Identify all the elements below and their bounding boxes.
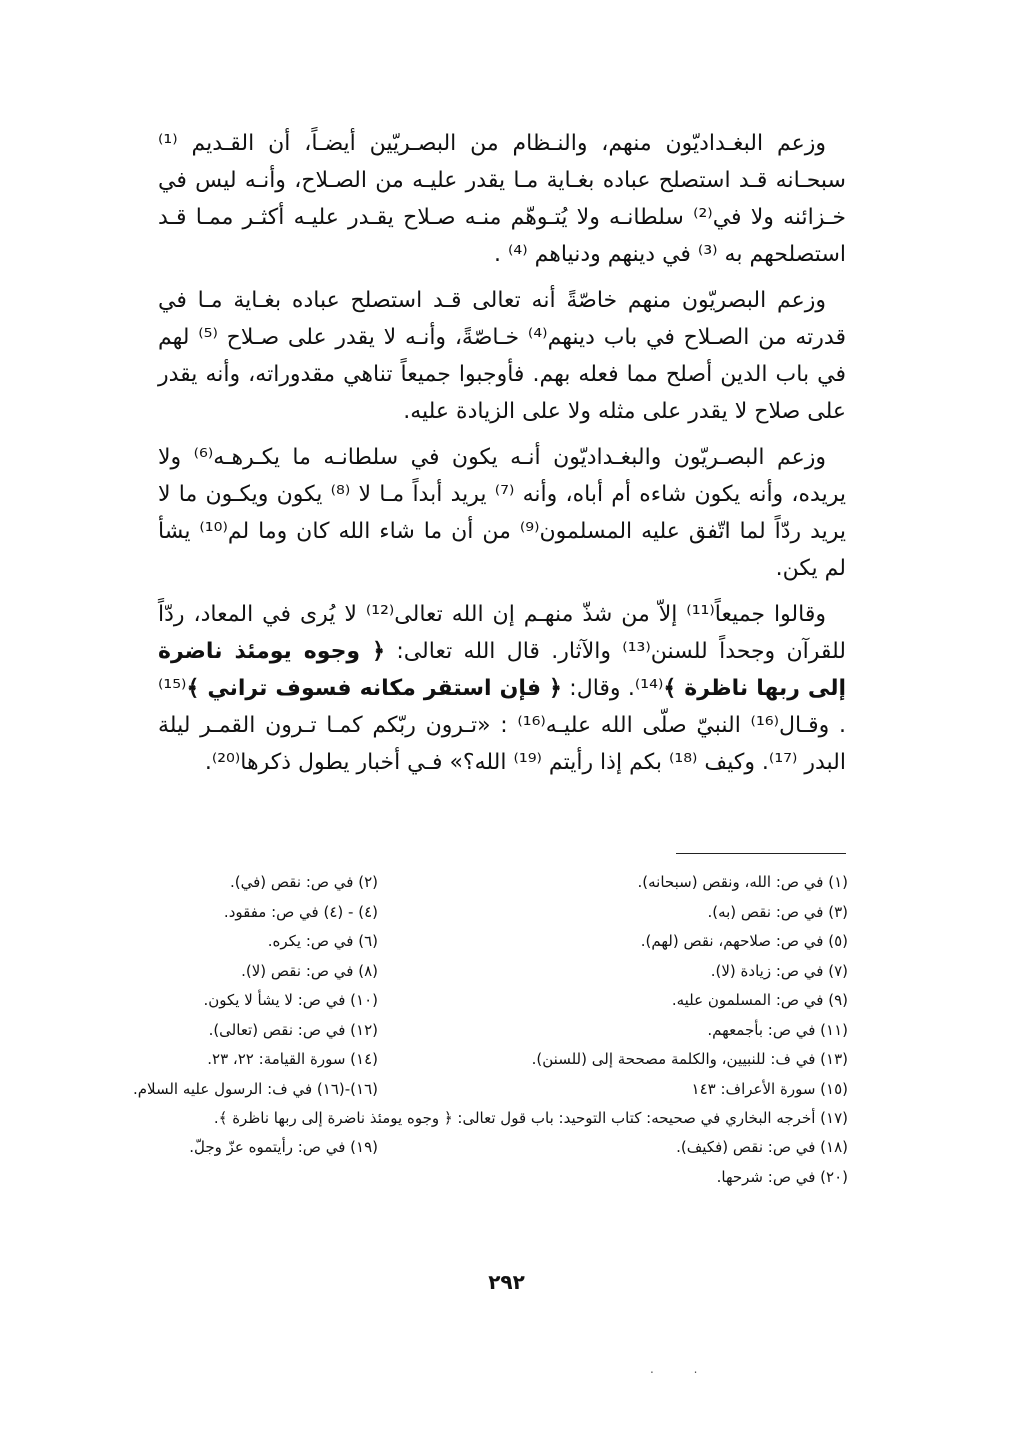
footnote: (١١) في ص: بأجمعهم. <box>707 1020 848 1039</box>
paragraph-text: وزعم البصريّون منهم خاصّةً أنه تعالى قـد استصلح عباده بغـاية مـا في قدرته من الصـلاح في باب دينهم⁽⁴⁾ خـاصّةً، وأنـه لا يقدر على صـلاح ⁽⁵⁾ لهم في باب الدين أصلح مما فعله بهم. فأوجبوا جميعاً تناهي مقدوراته، وأنه يقدر على صلاح لا يقدر على مثله ولا على الزيادة عليه. <box>158 288 846 424</box>
paragraph-text: وزعم البصـريّون والبغـداديّون أنـه يكون في سلطانـه ما يكـرهـه⁽⁶⁾ ولا يريده، وأنه يكون شاءه أم أباه، وأنه ⁽⁷⁾ يريد أبداً مـا لا ⁽⁸⁾ يكون ويكـون ما لا يريد ردّاً لما اتّفق عليه المسلمون⁽⁹⁾ من أن ما شاء الله كان وما لم⁽¹⁰⁾ يشأ لم يكن. <box>158 445 846 581</box>
paragraph-4-part-2: ⁽¹⁴⁾. وقال: <box>569 676 664 701</box>
footnotes <box>132 868 848 1192</box>
footnote: (٥) في ص: صلاحهم، نقص (لهم). <box>640 932 848 950</box>
footnote-row <box>158 898 848 928</box>
footnote-20: (٢٠) في ص: شرحها. <box>716 1167 848 1186</box>
paragraph-4 <box>158 596 846 781</box>
paragraph-1 <box>158 125 846 273</box>
paragraph-3 <box>158 439 846 587</box>
footnote-row <box>132 1075 848 1105</box>
footnote: (١٤) سورة القيامة: ٢٢، ٢٣. <box>207 1050 378 1068</box>
footnote: (٣) في ص: نقص (به). <box>707 902 848 921</box>
footnote: (٩) في ص: المسلمون عليه. <box>671 991 848 1009</box>
paragraph-4-part-3: ⁽¹⁵⁾ . وقـال⁽¹⁶⁾ النبيّ صلّى الله عليـه⁽¹⁶⁾ : «تـرون ربّكم كمـا تـرون القمـر ليلة البدر ⁽¹⁷⁾. وكيف ⁽¹⁸⁾ بكم إذا رأيتم ⁽¹⁹⁾ الله؟» فـي أخبار يطول ذكرها⁽²⁰⁾. <box>158 676 846 775</box>
footnote: (١٦)-(١٦) في ف: الرسول عليه السلام. <box>132 1079 378 1098</box>
footnote-row <box>158 1016 848 1046</box>
footnote-row <box>158 1045 848 1075</box>
footnote: (٤) - (٤) في ص: مفقود. <box>223 902 378 921</box>
footnote-18: (١٨) في ص: نقص (فكيف). <box>676 1138 848 1156</box>
quran-quote-1: ﴿ وجوه يومئذ ناضرة إلى ربها ناظرة ﴾ <box>158 639 846 701</box>
footnote-row <box>158 986 848 1016</box>
paragraph-text: وزعم البغـداديّون منهم، والنـظام من البصـريّين أيضـاً، أن القـديم ⁽¹⁾ سبحـانه قـد استصلح عباده بغـاية مـا يقدر عليـه من الصـلاح، وأنـه ليس في خـزائنه ولا في⁽²⁾ سلطانـه ولا يُتـوهّم منـه صـلاح يقـدر عليـه أكثـر ممـا قـد استصلحهم به ⁽³⁾ في دينهم ودنياهم ⁽⁴⁾ . <box>158 131 846 267</box>
footnote-19: (١٩) في ص: رأيتموه عزّ وجلّ. <box>189 1138 378 1156</box>
main-text <box>158 125 846 790</box>
footnote-row <box>158 868 848 898</box>
footnote-divider <box>676 853 846 854</box>
paragraph-text <box>158 596 846 781</box>
paragraph-4-part-1: وقالوا جميعاً⁽¹¹⁾ إلاّ من شذّ منهـم إن الله تعالى⁽¹²⁾ لا يُرى في المعاد، ردّاً للقرآن وجحداً للسنن⁽¹³⁾ والآثار. قال الله تعالى: <box>158 602 847 664</box>
footnote: (١٥) سورة الأعراف: ١٤٣ <box>691 1079 848 1098</box>
footnote-row <box>158 957 848 987</box>
paragraph-2 <box>158 282 846 430</box>
footnote-17: (١٧) أخرجه البخاري في صحيحه: كتاب التوحيد: باب قول تعالى: ﴿ وجوه يومئذ ناضرة إلى ربها ناظرة ﴾. <box>213 1109 848 1127</box>
footnote: (٦) في ص: يكره. <box>267 932 378 950</box>
scan-specks: . . <box>650 1362 716 1376</box>
footnote-row <box>158 1133 848 1163</box>
footnote: (١) في ص: الله، ونقص (سبحانه). <box>637 873 848 891</box>
footnote: (٧) في ص: زيادة (لا). <box>710 961 848 980</box>
footnote: (١٢) في ص: نقص (تعالى). <box>208 1020 378 1039</box>
footnote: (٨) في ص: نقص (لا). <box>241 961 378 980</box>
footnote-row <box>158 927 848 957</box>
footnote: (١٠) في ص: لا يشأ لا يكون. <box>203 991 378 1009</box>
footnote: (٢) في ص: نقص (في). <box>230 873 378 891</box>
footnote: (١٣) في ف: للنبيين، والكلمة مصححة إلى (للسنن). <box>531 1050 848 1068</box>
quran-quote-2: ﴿ فإن استقر مكانه فسوف تراني ﴾ <box>186 676 562 701</box>
footnote-row <box>158 1163 848 1193</box>
page-number: ٢٩٢ <box>488 1270 525 1294</box>
